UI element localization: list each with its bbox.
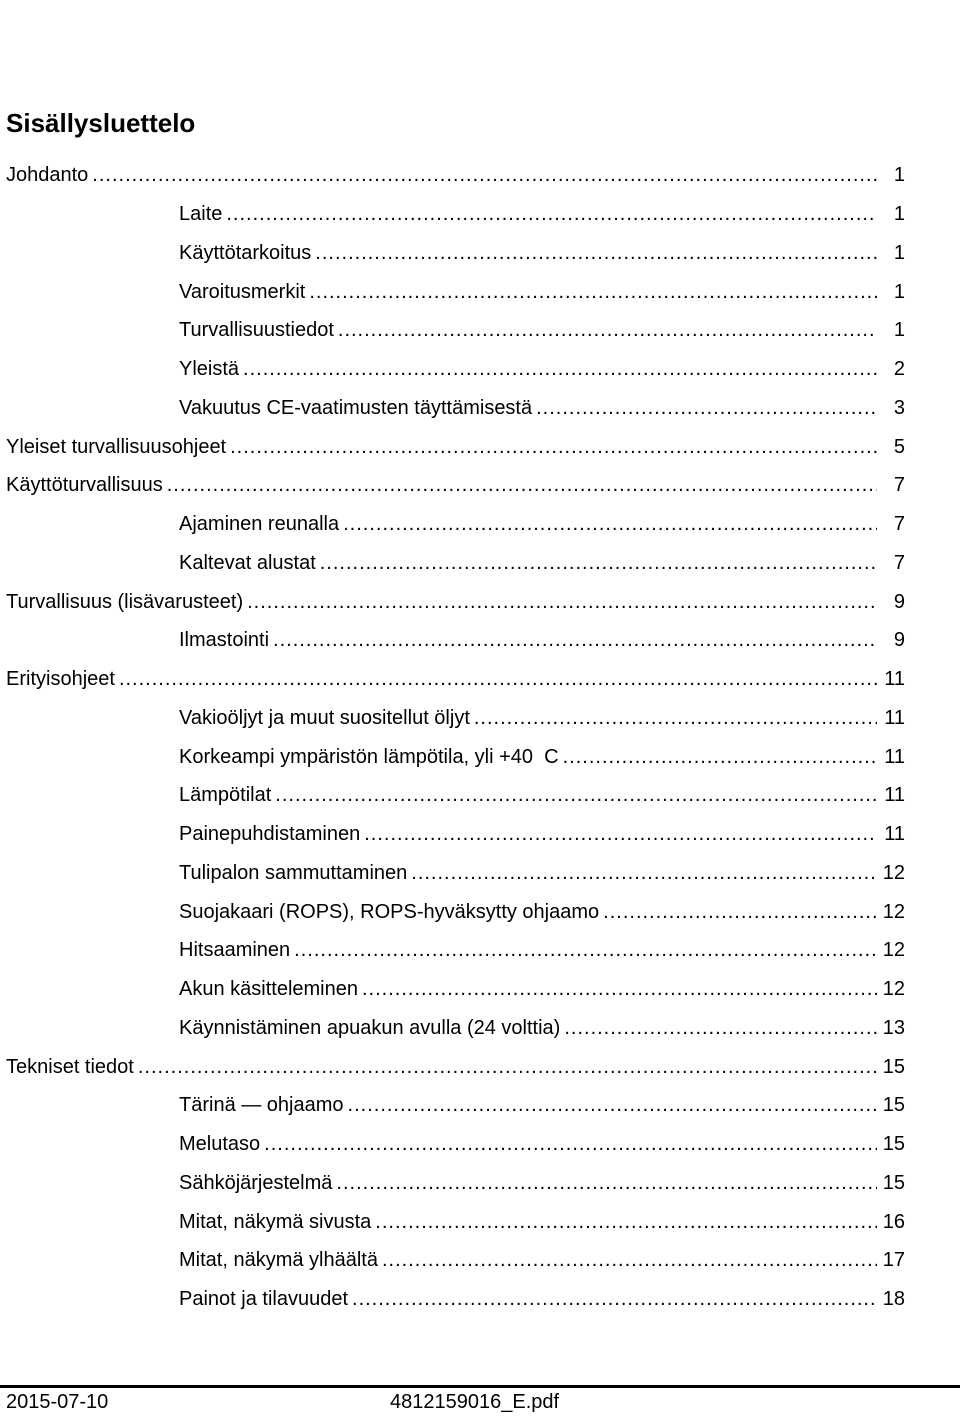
dot-leader — [344, 1093, 877, 1117]
toc-entry[interactable] — [0, 699, 960, 738]
toc-entry[interactable] — [0, 970, 960, 1009]
toc-entry-page-number: 12 — [882, 939, 905, 962]
toc-list — [0, 156, 960, 1319]
toc-entry-title: Tulipalon sammuttaminen — [179, 861, 408, 884]
dot-leader — [470, 706, 877, 730]
dot-leader — [260, 1132, 877, 1156]
toc-entry[interactable] — [0, 1047, 960, 1086]
dot-leader — [269, 628, 877, 652]
toc-entry-title: Laite — [179, 203, 223, 226]
toc-entry[interactable] — [0, 427, 960, 466]
toc-entry[interactable] — [0, 1241, 960, 1280]
toc-entry-page-number: 3 — [893, 396, 905, 419]
toc-entry-page-number: 2 — [893, 358, 905, 381]
toc-entry-title: Käyttötarkoitus — [179, 241, 312, 264]
dot-leader — [271, 783, 877, 807]
toc-entry-title: Vakioöljyt ja muut suositellut öljyt — [179, 706, 470, 729]
toc-entry[interactable] — [0, 350, 960, 389]
toc-entry-page-number: 15 — [882, 1055, 905, 1078]
toc-entry[interactable] — [0, 776, 960, 815]
toc-entry[interactable] — [0, 234, 960, 273]
toc-entry-page-number: 11 — [884, 706, 905, 729]
toc-entry[interactable] — [0, 195, 960, 234]
toc-entry-title: Varoitusmerkit — [179, 280, 306, 303]
dot-leader — [358, 977, 877, 1001]
dot-leader — [339, 512, 877, 536]
dot-leader — [226, 435, 877, 459]
dot-leader — [334, 318, 877, 342]
toc-entry-page-number: 1 — [893, 319, 905, 342]
toc-entry[interactable] — [0, 660, 960, 699]
toc-entry-title: Painot ja tilavuudet — [179, 1288, 349, 1311]
toc-entry-title: Erityisohjeet — [6, 668, 115, 691]
toc-entry-page-number: 12 — [882, 900, 905, 923]
toc-entry-page-number: 1 — [893, 203, 905, 226]
toc-entry-page-number: 5 — [893, 435, 905, 458]
toc-entry-title: Tekniset tiedot — [6, 1055, 134, 1078]
dot-leader — [348, 1287, 877, 1311]
toc-entry-page-number: 1 — [893, 164, 905, 187]
toc-entry[interactable] — [0, 892, 960, 931]
toc-entry[interactable] — [0, 854, 960, 893]
toc-entry-page-number: 7 — [893, 474, 905, 497]
dot-leader — [239, 357, 877, 381]
toc-entry-title: Yleistä — [179, 358, 240, 381]
dot-leader — [378, 1248, 877, 1272]
toc-entry-title: Yleiset turvallisuusohjeet — [6, 435, 227, 458]
toc-entry[interactable] — [0, 1125, 960, 1164]
toc-entry-title: Kaltevat alustat — [179, 551, 316, 574]
toc-entry-title: Mitat, näkymä ylhäältä — [179, 1249, 378, 1272]
toc-entry[interactable] — [0, 582, 960, 621]
toc-entry[interactable] — [0, 272, 960, 311]
toc-entry-page-number: 17 — [882, 1249, 905, 1272]
toc-entry[interactable] — [0, 621, 960, 660]
toc-entry-page-number: 18 — [882, 1288, 905, 1311]
dot-leader — [163, 473, 877, 497]
toc-entry-page-number: 1 — [893, 280, 905, 303]
toc-entry-title: Käynnistäminen apuakun avulla (24 volttia) — [179, 1016, 561, 1039]
toc-entry-title: Painepuhdistaminen — [179, 823, 361, 846]
toc-entry-page-number: 1 — [893, 241, 905, 264]
footer-date: 2015-07-10 — [6, 1391, 109, 1413]
dot-leader — [560, 1016, 877, 1040]
dot-leader — [305, 280, 877, 304]
toc-entry[interactable] — [0, 156, 960, 195]
toc-entry-page-number: 15 — [882, 1094, 905, 1117]
dot-leader — [559, 745, 877, 769]
dot-leader — [332, 1171, 877, 1195]
toc-entry[interactable] — [0, 1280, 960, 1319]
dot-leader — [371, 1210, 877, 1234]
toc-entry-title: Vakuutus CE-vaatimusten täyttämisestä — [179, 396, 533, 419]
toc-entry-title: Tärinä — ohjaamo — [179, 1094, 344, 1117]
toc-entry-page-number: 15 — [882, 1133, 905, 1156]
toc-entry[interactable] — [0, 737, 960, 776]
toc-entry[interactable] — [0, 544, 960, 583]
toc-entry-page-number: 16 — [882, 1210, 905, 1233]
toc-entry-title: Korkeampi ympäristön lämpötila, yli +40 C — [179, 745, 559, 768]
toc-entry-title: Mitat, näkymä sivusta — [179, 1210, 372, 1233]
toc-title: Sisällysluettelo — [6, 108, 196, 138]
toc-entry-title: Lämpötilat — [179, 784, 272, 807]
dot-leader — [222, 202, 877, 226]
toc-entry[interactable] — [0, 311, 960, 350]
toc-entry[interactable] — [0, 815, 960, 854]
dot-leader — [407, 861, 877, 885]
dot-leader — [360, 822, 877, 846]
dot-leader — [290, 938, 877, 962]
dot-leader — [599, 900, 877, 924]
dot-leader — [316, 551, 877, 575]
dot-leader — [243, 590, 877, 614]
dot-leader — [134, 1055, 877, 1079]
toc-entry-page-number: 11 — [884, 823, 905, 846]
toc-entry-title: Ajaminen reunalla — [179, 513, 340, 536]
toc-entry[interactable] — [0, 931, 960, 970]
toc-entry-page-number: 11 — [884, 784, 905, 807]
dot-leader — [311, 241, 877, 265]
toc-entry-title: Akun käsitteleminen — [179, 978, 358, 1001]
toc-entry-page-number: 11 — [884, 668, 905, 691]
toc-entry-page-number: 9 — [893, 590, 905, 613]
dot-leader — [532, 396, 877, 420]
toc-entry[interactable] — [0, 466, 960, 505]
toc-entry-title: Johdanto — [6, 164, 89, 187]
dot-leader — [88, 163, 877, 187]
toc-entry[interactable] — [0, 505, 960, 544]
toc-entry-title: Melutaso — [179, 1133, 261, 1156]
footer-divider — [0, 1385, 960, 1388]
toc-entry[interactable] — [0, 1086, 960, 1125]
toc-entry[interactable] — [0, 389, 960, 428]
toc-entry-title: Hitsaaminen — [179, 939, 291, 962]
footer-filename: 4812159016_E.pdf — [390, 1391, 560, 1413]
toc-entry[interactable] — [0, 1202, 960, 1241]
toc-entry-page-number: 12 — [882, 978, 905, 1001]
toc-entry-title: Turvallisuus (lisävarusteet) — [6, 590, 244, 613]
toc-entry-title: Käyttöturvallisuus — [6, 474, 163, 497]
toc-entry-title: Turvallisuustiedot — [179, 319, 334, 342]
toc-entry-title: Sähköjärjestelmä — [179, 1171, 333, 1194]
toc-entry[interactable] — [0, 1164, 960, 1203]
toc-entry-page-number: 15 — [882, 1171, 905, 1194]
toc-entry-page-number: 12 — [882, 861, 905, 884]
toc-entry-page-number: 13 — [882, 1016, 905, 1039]
toc-entry-page-number: 7 — [893, 513, 905, 536]
toc-entry-page-number: 9 — [893, 629, 905, 652]
toc-entry-page-number: 7 — [893, 551, 905, 574]
toc-entry[interactable] — [0, 1009, 960, 1048]
toc-entry-title: Suojakaari (ROPS), ROPS-hyväksytty ohjaamo — [179, 900, 600, 923]
dot-leader — [115, 667, 877, 691]
toc-entry-page-number: 11 — [884, 745, 905, 768]
toc-entry-title: Ilmastointi — [179, 629, 270, 652]
